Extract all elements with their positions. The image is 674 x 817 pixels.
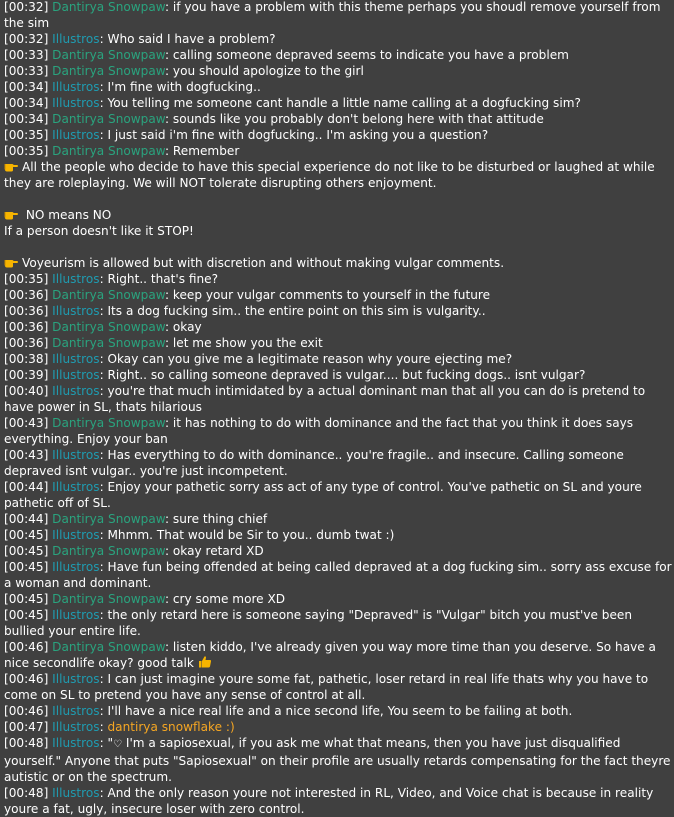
message-text: keep your vulgar comments to yourself in the future	[172, 288, 491, 302]
separator: :	[99, 304, 108, 318]
sender-name-link[interactable]: Dantirya Snowpaw	[52, 512, 165, 526]
timestamp: [00:47]	[4, 720, 49, 734]
notice-text: NO means NO	[25, 208, 112, 222]
message-text: you're that much intimidated by a actual dominant man that all you can do is pretend to have power in SL, thats hilarious	[4, 384, 646, 414]
timestamp: [00:33]	[4, 48, 49, 62]
notice-line	[4, 255, 672, 271]
timestamp: [00:45]	[4, 560, 49, 574]
chat-message	[4, 591, 672, 607]
sender-name-link[interactable]: Illustros	[52, 480, 100, 494]
sender-name-link[interactable]: Illustros	[52, 672, 100, 686]
timestamp: [00:44]	[4, 480, 49, 494]
separator: :	[164, 144, 173, 158]
timestamp: [00:43]	[4, 448, 49, 462]
message-text: you should apologize to the girl	[172, 64, 364, 78]
chat-message	[4, 415, 672, 447]
chat-message	[4, 351, 672, 367]
timestamp: [00:36]	[4, 304, 49, 318]
message-text: sounds like you probably don't belong here with that attitude	[172, 112, 544, 126]
message-text: And the only reason youre not interested in RL, Video, and Voice chat is because in reality youre a fat, ugly, insecure loser with zero control.	[4, 786, 654, 816]
timestamp: [00:45]	[4, 528, 49, 542]
separator: :	[99, 704, 108, 718]
chat-message	[4, 479, 672, 511]
chat-message	[4, 47, 672, 63]
notice-text: Voyeurism is allowed but with discretion and without making vulgar comments.	[22, 256, 505, 270]
sender-name-link[interactable]: Illustros	[52, 32, 100, 46]
timestamp: [00:32]	[4, 0, 49, 14]
message-text: okay retard XD	[172, 544, 264, 558]
separator: :	[164, 64, 173, 78]
chat-message	[4, 95, 672, 111]
notice-line	[4, 207, 672, 223]
message-text: okay	[172, 320, 202, 334]
message-group	[4, 671, 672, 719]
chat-message	[4, 447, 672, 479]
sender-name-link[interactable]: Illustros	[52, 608, 100, 622]
message-text: sure thing chief	[172, 512, 268, 526]
separator: :	[99, 32, 108, 46]
message-text: Who said I have a problem?	[107, 32, 276, 46]
separator: :	[99, 448, 108, 462]
message-text: Have fun being offended at being called depraved at a dog fucking sim.. sorry ass excuse for a woman and dominant.	[4, 560, 672, 590]
message-text: I can just imagine youre some fat, pathetic, loser retard in real life thats why you have to come on SL to pretend you have any sense of control at all.	[4, 672, 649, 702]
separator: :	[164, 48, 173, 62]
separator: :	[99, 368, 108, 382]
chat-message	[4, 79, 672, 95]
timestamp: [00:34]	[4, 112, 49, 126]
timestamp: [00:35]	[4, 128, 49, 142]
chat-message	[4, 543, 672, 559]
timestamp: [00:46]	[4, 704, 49, 718]
message-text: listen kiddo, I've already given you way more time than you deserve. So have a nice secondlife okay? good talk	[4, 640, 656, 670]
sender-name-link[interactable]: Illustros	[52, 736, 100, 750]
message-text: Enjoy your pathetic sorry ass act of any type of control. You've pathetic on SL and youre pathetic off of SL.	[4, 480, 642, 510]
chat-message	[4, 127, 672, 143]
separator: :	[99, 96, 108, 110]
timestamp: [00:34]	[4, 80, 49, 94]
sender-name-link[interactable]: Illustros	[52, 704, 100, 718]
sender-name-link[interactable]: Dantirya Snowpaw	[52, 144, 165, 158]
chat-message	[4, 287, 672, 303]
timestamp: [00:45]	[4, 592, 49, 606]
sender-name-link[interactable]: Illustros	[52, 560, 100, 574]
chat-message	[4, 335, 672, 351]
separator: :	[164, 288, 173, 302]
separator: :	[99, 672, 108, 686]
timestamp: [00:35]	[4, 144, 49, 158]
separator: :	[99, 528, 108, 542]
sender-name-link[interactable]: Illustros	[52, 528, 100, 542]
timestamp: [00:45]	[4, 544, 49, 558]
separator: :	[99, 608, 108, 622]
sender-name-link[interactable]: Illustros	[52, 720, 100, 734]
chat-message	[4, 271, 672, 287]
message-text: I'll have a nice real life and a nice second life, You seem to be failing at both.	[107, 704, 573, 718]
message-group	[4, 271, 672, 639]
chat-message	[4, 111, 672, 127]
sender-name-link[interactable]: Illustros	[52, 304, 100, 318]
timestamp: [00:36]	[4, 288, 49, 302]
timestamp: [00:38]	[4, 352, 49, 366]
sender-name-link[interactable]: Illustros	[52, 96, 100, 110]
timestamp: [00:46]	[4, 640, 49, 654]
message-text: Its a dog fucking sim.. the entire point on this sim is vulgarity..	[107, 304, 486, 318]
message-text: Has everything to do with dominance.. you're fragile.. and insecure. Calling someone depraved isnt vulgar.. you're just incompetent.	[4, 448, 624, 478]
chat-message	[4, 383, 672, 415]
message-text: You telling me someone cant handle a little name calling at a dogfucking sim?	[107, 96, 581, 110]
thumbs-up-icon	[198, 655, 212, 669]
sender-name-link[interactable]: Illustros	[52, 128, 100, 142]
separator: :	[164, 512, 173, 526]
separator: :	[99, 480, 108, 494]
separator: :	[164, 416, 173, 430]
sender-name-link[interactable]: Dantirya Snowpaw	[52, 592, 165, 606]
chat-message	[4, 31, 672, 47]
sender-name-link[interactable]: Illustros	[52, 384, 100, 398]
sender-name-link[interactable]: Dantirya Snowpaw	[52, 288, 165, 302]
chat-message	[4, 367, 672, 383]
message-text: dantirya snowflake :)	[107, 720, 235, 734]
timestamp: [00:48]	[4, 786, 49, 800]
chat-message	[4, 511, 672, 527]
timestamp: [00:36]	[4, 336, 49, 350]
timestamp: [00:34]	[4, 96, 49, 110]
timestamp: [00:48]	[4, 736, 49, 750]
message-text: I'm fine with dogfucking..	[107, 80, 261, 94]
chat-message	[4, 735, 672, 785]
pointing-hand-icon	[4, 160, 18, 172]
separator: :	[99, 786, 108, 800]
separator: :	[99, 384, 108, 398]
separator: :	[99, 80, 108, 94]
message-text: if you have a problem with this theme perhaps you shoudl remove yourself from the sim	[4, 0, 661, 30]
heart-icon: ♡	[113, 739, 123, 750]
timestamp: [00:39]	[4, 368, 49, 382]
sender-name-link[interactable]: Illustros	[52, 786, 100, 800]
separator: :	[99, 720, 108, 734]
chat-message	[4, 527, 672, 543]
timestamp: [00:35]	[4, 272, 49, 286]
timestamp: [00:32]	[4, 32, 49, 46]
sender-name-link[interactable]: Dantirya Snowpaw	[52, 544, 165, 558]
chat-message	[4, 0, 672, 31]
chat-message	[4, 303, 672, 319]
message-text: I just said i'm fine with dogfucking.. I'm asking you a question?	[107, 128, 489, 142]
pointing-hand-icon	[4, 256, 18, 268]
chat-message	[4, 319, 672, 335]
separator: :	[164, 544, 173, 558]
message-text: let me show you the exit	[172, 336, 323, 350]
message-text: Right.. so calling someone depraved is vulgar.... but fucking dogs.. isnt vulgar?	[107, 368, 586, 382]
notice-line	[4, 223, 672, 239]
sender-name-link[interactable]: Illustros	[52, 448, 100, 462]
blank-line	[4, 191, 672, 207]
separator: :	[99, 128, 108, 142]
separator: :	[164, 112, 173, 126]
message-text: I'm a sapiosexual, if you ask me what that means, then you have just disqualified yourself." Anyone that puts "Sapiosexual" on their profile are usually retards compensating for the fact theyre autistic or on the spectrum.	[4, 736, 671, 784]
separator: :	[99, 736, 108, 750]
sender-name-link[interactable]: Dantirya Snowpaw	[52, 64, 165, 78]
message-text: the only retard here is someone saying "Depraved" is "Vulgar" bitch you must've been bullied your entire life.	[4, 608, 633, 638]
message-text: Mhmm. That would be Sir to you.. dumb twat :)	[107, 528, 395, 542]
timestamp: [00:40]	[4, 384, 49, 398]
timestamp: [00:46]	[4, 672, 49, 686]
chat-message	[4, 639, 672, 671]
timestamp: [00:44]	[4, 512, 49, 526]
separator: :	[164, 320, 173, 334]
timestamp: [00:33]	[4, 64, 49, 78]
chat-message	[4, 63, 672, 79]
separator: :	[164, 640, 173, 654]
sender-name-link[interactable]: Dantirya Snowpaw	[52, 416, 165, 430]
blank-line	[4, 239, 672, 255]
sender-name-link[interactable]: Illustros	[52, 352, 100, 366]
notice-text: All the people who decide to have this special experience do not like to be disturbed or laughed at while they are roleplaying. We will NOT tolerate disrupting others enjoyment.	[4, 160, 655, 190]
sender-name-link[interactable]: Dantirya Snowpaw	[52, 112, 165, 126]
chat-message	[4, 671, 672, 703]
pointing-hand-icon	[4, 208, 18, 220]
timestamp: [00:43]	[4, 416, 49, 430]
chat-message	[4, 143, 672, 159]
chat-message	[4, 607, 672, 639]
notice-text: If a person doesn't like it STOP!	[4, 224, 194, 238]
message-text: Remember	[172, 144, 240, 158]
timestamp: [00:45]	[4, 608, 49, 622]
chat-message	[4, 719, 672, 735]
message-group	[4, 0, 672, 159]
sender-name-link[interactable]: Illustros	[52, 272, 100, 286]
separator: :	[164, 0, 173, 14]
separator: :	[99, 272, 108, 286]
message-text: cry some more XD	[172, 592, 286, 606]
separator: :	[99, 560, 108, 574]
chat-message	[4, 703, 672, 719]
timestamp: [00:36]	[4, 320, 49, 334]
separator: :	[99, 352, 108, 366]
message-text: Okay can you give me a legitimate reason why youre ejecting me?	[107, 352, 513, 366]
sender-name-link[interactable]: Dantirya Snowpaw	[52, 48, 165, 62]
chat-message	[4, 785, 672, 817]
separator: :	[164, 592, 173, 606]
sender-name-link[interactable]: Dantirya Snowpaw	[52, 640, 165, 654]
sender-name-link[interactable]: Dantirya Snowpaw	[52, 0, 165, 14]
sender-name-link[interactable]: Dantirya Snowpaw	[52, 336, 165, 350]
chat-message	[4, 559, 672, 591]
message-text: it has nothing to do with dominance and the fact that you think it does says everything. Enjoy your ban	[4, 416, 634, 446]
sender-name-link[interactable]: Illustros	[52, 80, 100, 94]
notice-line	[4, 159, 672, 191]
separator: :	[164, 336, 173, 350]
sender-name-link[interactable]: Dantirya Snowpaw	[52, 320, 165, 334]
message-text: calling someone depraved seems to indicate you have a problem	[172, 48, 569, 62]
sender-name-link[interactable]: Illustros	[52, 368, 100, 382]
message-text: Right.. that's fine?	[107, 272, 219, 286]
quote-mark: "	[107, 736, 114, 750]
